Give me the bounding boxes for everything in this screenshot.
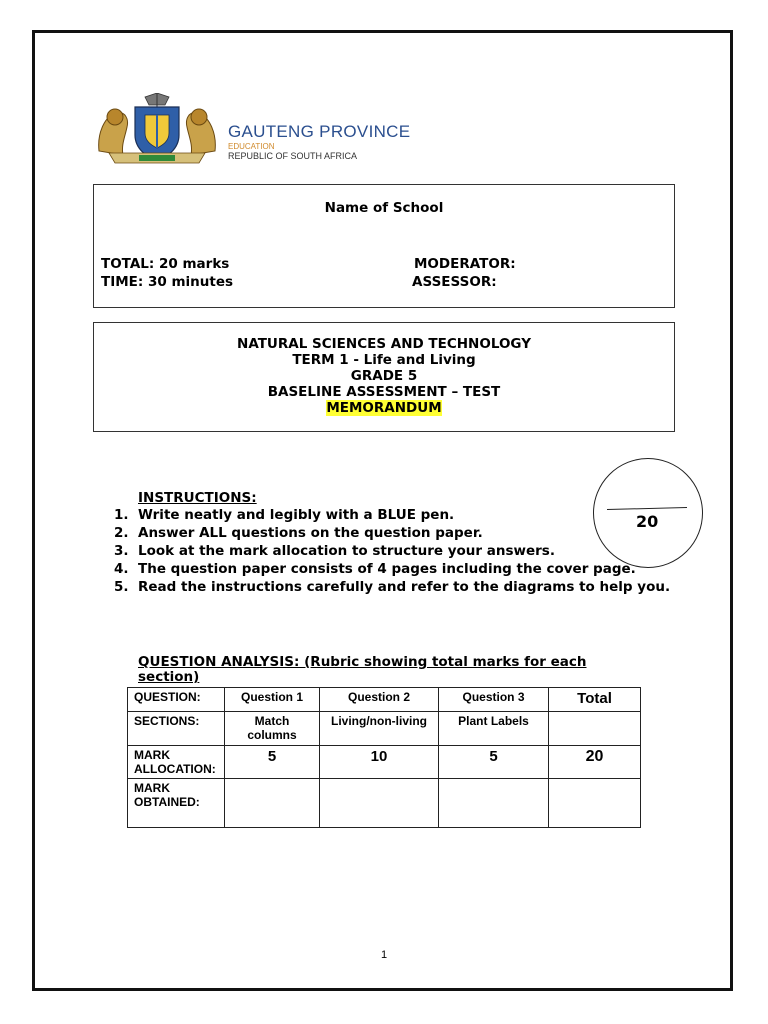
instruction-text: Write neatly and legibly with a BLUE pen. <box>138 507 455 523</box>
instruction-number: 2. <box>114 525 129 541</box>
school-name-label: Name of School <box>324 200 444 216</box>
instruction-item <box>114 506 674 524</box>
term-title: TERM 1 - Life and Living <box>292 352 476 368</box>
logo-department: EDUCATION <box>228 142 275 151</box>
table-cell: MARK ALLOCATION: <box>128 746 225 779</box>
instruction-number: 4. <box>114 561 129 577</box>
table-cell <box>549 779 641 828</box>
table-cell: MARK OBTAINED: <box>128 779 225 828</box>
grade-title: GRADE 5 <box>350 368 418 384</box>
memorandum-label-wrap <box>94 400 674 416</box>
table-cell <box>225 779 320 828</box>
question-analysis-table <box>127 687 641 828</box>
instructions-title: INSTRUCTIONS: <box>138 490 257 506</box>
table-cell: 5 <box>225 746 320 779</box>
instruction-number: 3. <box>114 543 129 559</box>
time-allowed: TIME: 30 minutes <box>101 274 234 290</box>
instruction-item <box>114 542 674 560</box>
instruction-text: The question paper consists of 4 pages including the cover page. <box>138 561 636 577</box>
instruction-item <box>114 524 674 542</box>
table-cell: Question 3 <box>439 688 549 712</box>
memorandum-label: MEMORANDUM <box>326 400 442 416</box>
table-cell: Plant Labels <box>439 712 549 746</box>
table-row <box>128 746 641 779</box>
page-number: 1 <box>380 949 388 961</box>
instructions-list <box>114 506 674 596</box>
assessment-title: BASELINE ASSESSMENT – TEST <box>267 384 501 400</box>
question-analysis-title: QUESTION ANALYSIS: (Rubric showing total marks for each section) <box>138 654 587 685</box>
table-row <box>128 779 641 828</box>
logo-title: GAUTENG PROVINCE <box>228 122 411 141</box>
instruction-text: Look at the mark allocation to structure your answers. <box>138 543 555 559</box>
moderator-label: MODERATOR: <box>414 256 516 272</box>
instruction-text: Answer ALL questions on the question paper. <box>138 525 483 541</box>
table-cell: QUESTION: <box>128 688 225 712</box>
table-cell: 20 <box>549 746 641 779</box>
table-row <box>128 712 641 746</box>
instruction-number: 1. <box>114 507 129 523</box>
table-cell <box>320 779 439 828</box>
table-cell: SECTIONS: <box>128 712 225 746</box>
instruction-number: 5. <box>114 579 129 595</box>
table-cell <box>549 712 641 746</box>
table-cell <box>439 779 549 828</box>
table-cell: Question 1 <box>225 688 320 712</box>
instruction-item <box>114 560 674 578</box>
table-row <box>128 688 641 712</box>
subject-title-box <box>93 322 675 432</box>
instruction-item <box>114 578 674 596</box>
instruction-text: Read the instructions carefully and refer to the diagrams to help you. <box>138 579 671 595</box>
table-cell: Question 2 <box>320 688 439 712</box>
logo-country: REPUBLIC OF SOUTH AFRICA <box>228 151 358 161</box>
table-cell: Match columns <box>225 712 320 746</box>
table-cell: 5 <box>439 746 549 779</box>
table-cell: 10 <box>320 746 439 779</box>
table-cell: Total <box>549 688 641 712</box>
assessor-label: ASSESSOR: <box>412 274 497 290</box>
total-marks: TOTAL: 20 marks <box>101 256 230 272</box>
table-cell: Living/non-living <box>320 712 439 746</box>
subject-title: NATURAL SCIENCES AND TECHNOLOGY <box>237 336 531 352</box>
school-info-box <box>93 184 675 308</box>
score-total: 20 <box>636 512 659 531</box>
